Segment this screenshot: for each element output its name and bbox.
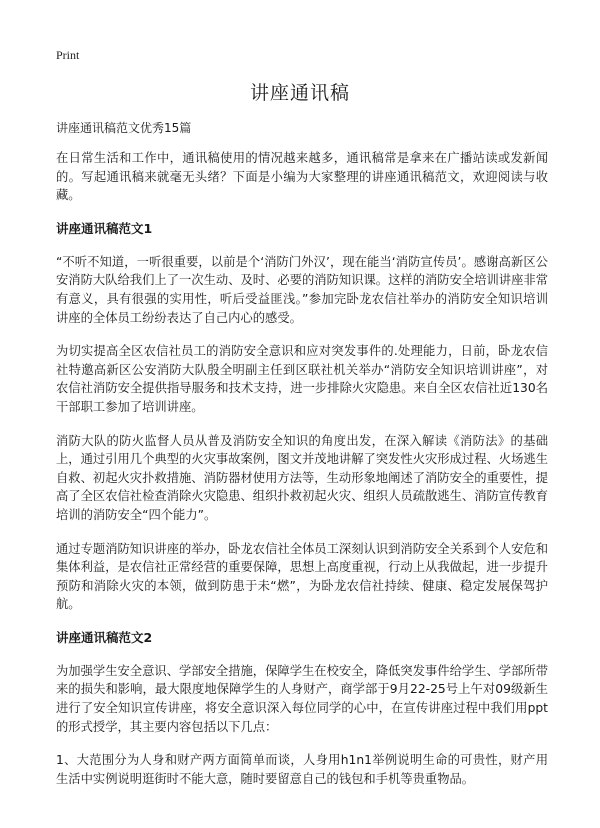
article-subtitle: 讲座通讯稿范文优秀15篇: [56, 121, 192, 135]
section-heading-1: 讲座通讯稿范文1: [56, 220, 153, 236]
section-2-paragraph-1: 为加强学生安全意识、学部安全措施，保障学生在校安全，降低突发事件给学生、学部所带来的损失和影响，最大限度地保障学生的人身财产，商学部于9月22-25号上午对09级新生进行了安全知识宣传讲座，将安全意识深入每位同学的心中，在宣传讲座过程中我们用ppt的形式授学，其主要内容包括以下几点：: [56, 663, 548, 734]
print-link[interactable]: Print: [56, 48, 80, 62]
section-1-paragraph-3: 消防大队的防火监督人员从普及消防安全知识的角度出发，在深入解读《消防法》的基础上，通过引用几个典型的火灾事故案例，图文并茂地讲解了突发性火灾形成过程、火场逃生自救、初起火灾扑救措施、消防器材使用方法等，生动形象地阐述了消防安全的重要性，提高了全区农信社检查消除火灾隐患、组织扑救初起火灾、组织人员疏散逃生、消防宣传教育培训的消防安全“四个能力”。: [56, 433, 548, 522]
section-1-paragraph-4: 通过专题消防知识讲座的举办，卧龙农信社全体员工深刻认识到消防安全关系到个人安危和集体利益，是农信社正常经营的重要保障，思想上高度重视，行动上从我做起，进一步提升预防和消除火灾的本领，做到防患于未“燃”，为卧龙农信社持续、健康、稳定发展保驾护航。: [56, 541, 548, 612]
section-2-paragraph-2: 1、大范围分为人身和财产两方面简单而谈，人身用h1n1举例说明生命的可贵性，财产用生活中实例说明逛街时不能大意，随时要留意自己的钱包和手机等贵重物品。: [56, 753, 548, 786]
section-1-paragraph-1: “不听不知道，一听很重要，以前是个‘消防门外汉’，现在能当‘消防宣传员’。感谢高新区公安消防大队给我们上了一次生动、及时、必要的消防知识课。这样的消防安全培训讲座非常有意义，具有很强的实用性，听后受益匪浅。”参加完卧龙农信社举办的消防安全知识培训讲座的全体员工纷纷表达了自己内心的感受。: [56, 254, 548, 325]
page-title: 讲座通讯稿: [249, 82, 350, 104]
article-body: [56, 119, 548, 803]
intro-paragraph: 在日常生活和工作中，通讯稿使用的情况越来越多，通讯稿常是拿来在广播站读或发新闻的。写起通讯稿来就毫无头绪？下面是小编为大家整理的讲座通讯稿范文，欢迎阅读与收藏。: [56, 151, 548, 203]
section-heading-2: 讲座通讯稿范文2: [56, 629, 153, 645]
section-1-paragraph-2: 为切实提高全区农信社员工的消防安全意识和应对突发事件的.处理能力，日前，卧龙农信社特邀高新区公安消防大队殷全明副主任到区联社机关举办“消防安全知识培训讲座”，对农信社消防安全提供指导服务和技术支持，进一步排除火灾隐患。来自全区农信社近130名干部职工参加了培训讲座。: [56, 344, 548, 414]
